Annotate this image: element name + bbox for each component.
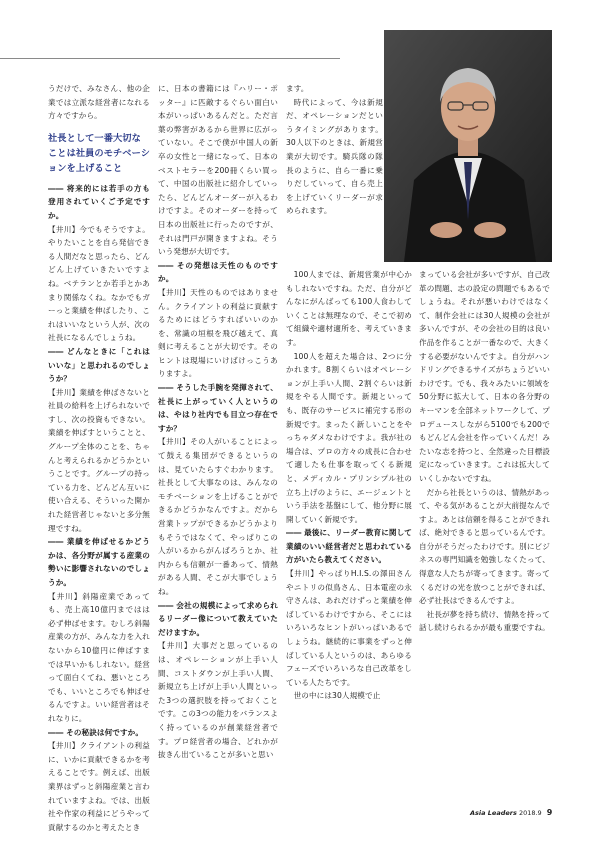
interview-answer: 【井川】大事だと思っているのは、オペレーションが上手い人間、コストダウンが上手い人間、新規立ち上げが上手い人間といった3つの選択肢を持っておくことです。この3つの能力をバランスよく持っているのが創業経営者です。プロ経営者の場合、どれかが抜きん出ていることが多いと思い: [158, 641, 278, 760]
paragraph: 100人を超えた場合は、2つに分かれます。8割くらいはオペレーションが上手い人間、2割ぐらいは新規をやる人間です。新規といっても、既存のサービスに補完する形の新規です。まったく新しいことをやっちゃダメなわけですよ。我が社の場合は、プロの方々の成長に合わせて適したも仕事を取ってくる新規と、メディカル・プリンシプル社の立ち上げのように、エージェントという手法を基盤にして、他分野に展開していく新規です。: [286, 351, 412, 524]
interview-answer: 【井川】天性のものではありません。クライアントの利益に貢献するためにはどうすればいいのかを、常識の垣根を飛び越えて、真剣に考えることが大切です。そのヒントは現場にいけばけっこうありますよ。: [158, 287, 278, 379]
section-heading: 社長として一番大切なことは社員のモチベーションを上げること: [48, 132, 150, 174]
interview-answer: 【井川】やっぱりH.I.S.の澤田さんやニトリの似鳥さん、日本電産の永守さんは、あれだけずっと業績を伸ばしているわけですから、そこにはいろいろなヒントがいっぱいあるでしょうね。継続的に事業をずっと伸ばしている人というのは、あらゆるフェーズでいろいろな自己改革をしている人たちです。: [286, 569, 412, 687]
paragraph: だから社長というのは、情熱があって、やる気があることが大前提なんですよ。あとは信頼を得ることができれば、絶対できると思っているんです。自分がそうだったわけです。別にビジネスの専門知識を勉強しなくたって、得意な人たちが寄ってきます。寄ってくるだけの光を放つことができれば、必ず社長はできるんですよ。: [419, 487, 550, 606]
paragraph: に、日本の書籍には『ハリー・ポッター』に匹敵するぐらい面白い本がいっぱいあるんだと。ただ言葉の弊害があるから世界に広がっていない。そこで僕が中国人の新卒の女性と一緒になって、日本のベストセラーを200冊くらい買って、中国の出版社に紹介していったら、どんどんオーダーが入るわけですよ。そのオーダーを持って日本の出版社に行ったのですが、それは門戸が開きますよね。そういう発想が大切です。: [158, 84, 278, 257]
column-3-top: [286, 82, 383, 218]
paragraph: 時代によって、今は新規だ、オペレーションだというタイミングがあります。30人以下のときは、新規営業が大切です。騎兵隊の隊長のように、自ら一番に乗りだしていって、自ら売上を上げていくリーダーが求められます。: [286, 97, 383, 216]
page-footer: [470, 808, 552, 817]
interview-question: ―― 最後に、リーダー教育に関して業績のいい経営者だと思われている方がいたら教えてください。: [286, 528, 412, 565]
paragraph: 世の中には30人規模で止: [293, 691, 381, 701]
portrait-illustration: [384, 30, 552, 262]
page-number: 9: [546, 808, 553, 817]
interview-question: ―― 業績を伸ばせるかどうかは、各分野が属する産業の勢いに影響されないのでしょうか。: [48, 537, 150, 587]
portrait-photo: [384, 30, 552, 262]
interview-question: ―― その発想は天性のものですか。: [158, 260, 278, 284]
top-divider: [0, 58, 340, 59]
column-3-bottom: [286, 268, 412, 703]
column-2: [158, 82, 278, 762]
interview-answer: 【井川】業績を伸ばさないと社員の給料を上げられないですし、次の投資もできない。業績を伸ばすということと、グループ全体のことを、ちゃんと考えられるかどうかということです。グループの持っている力を、どんどん互いに使い合える、そういった開かれた経営者じゃないと多分無理ですね。: [48, 387, 150, 533]
issue-date: 2018.9: [518, 809, 542, 817]
paragraph: うだけで、みなさん、他の企業では立派な経営者になれる方々ですから。: [48, 84, 150, 121]
interview-question: ―― その秘訣は何ですか。: [48, 727, 144, 737]
paragraph: 社長が夢を持ち続け、情熱を持って話し続けられるかが最も重要ですね。: [419, 609, 550, 633]
interview-answer: 【井川】今でもそうですよ。やりたいことを自ら発信できる人間だなと思ったら、どんどん上げていきたいですよね。ベテランとか若手とかあまり関係なくね。なかでもガーっと業績を伸ばしたり、これはいいなという人が、次の社長になるんでしょうね。: [48, 224, 150, 343]
interview-question: ―― 会社の規模によって求められるリーダー像について教えていただけますか。: [158, 600, 278, 637]
magazine-brand: Asia Leaders: [470, 809, 517, 817]
paragraph: まっている会社が多いですが、自己改革の問題、志の設定の問題でもあるでしょうね。それが悪いわけではなくて、制作会社には30人規模の会社が多いんですが、その会社の目的は良い作品を作ることが一番なので、大きくする必要がないんですよ。自分がハンドリングできるサイズがちょうどいいわけです。でも、我々みたいに領域を50分野に拡大して、日本の各分野のキーマンを全部ネットワークして、プロデュースしながら5100でも200でもどんどん会社を作っていくんだ！みたいな志を持つと、全然違った目標設定になっていきます。これは拡大していくしかないですね。: [419, 270, 550, 483]
paragraph: 100人までは、新規営業が中心かもしれないですね。ただ、自分がどんなにがんばっても100人食わしていくことは無理なので、そこで初めて組織や適材適所を、考えていきます。: [286, 270, 412, 347]
column-1: [48, 82, 150, 834]
interview-question: ―― そうした手腕を発揮されて、社長に上がっていく人というのは、やはり社内でも目立つ存在ですか？: [158, 383, 278, 433]
interview-answer: 【井川】斜陽産業であっても、売上高10億円まではは必ず伸ばせます。むしろ斜陽産業の方が、みんな力を入れないから10億円に伸ばすまでは早いかもしれない。経営って面白くてね、悪いところでも、いいところでも伸ばせるんですよ。いい経営者はそれなりに。: [48, 591, 150, 723]
interview-answer: 【井川】その人がいることによって鼓える集団ができるというのは、見ていたらすぐわかります。社長として大事なのは、みんなのモチベーションを上げることができるかどうかなんですよ。だから営業トップができるかどうかよりもそうではなくて、やっぱりこの人がいるからがんばろうとか、社内からも信頼が一番あって、情熱がある人間、そこが大事でしょうね。: [158, 437, 278, 596]
interview-question: ―― 将来的には若手の方も登用されていくご予定ですか。: [48, 183, 150, 220]
interview-answer: 【井川】クライアントの利益に、いかに貢献できるかを考えることです。例えば、出版業界はずっと斜陽産業と言われていますよね。では、出版社や作家の利益にどうやって貢献するのかと考えたとき: [48, 741, 150, 832]
paragraph: ます。: [286, 84, 309, 93]
column-4: [419, 268, 550, 635]
interview-question: ―― どんなときに「これはいいな」と思われるのでしょうか？: [48, 346, 150, 384]
